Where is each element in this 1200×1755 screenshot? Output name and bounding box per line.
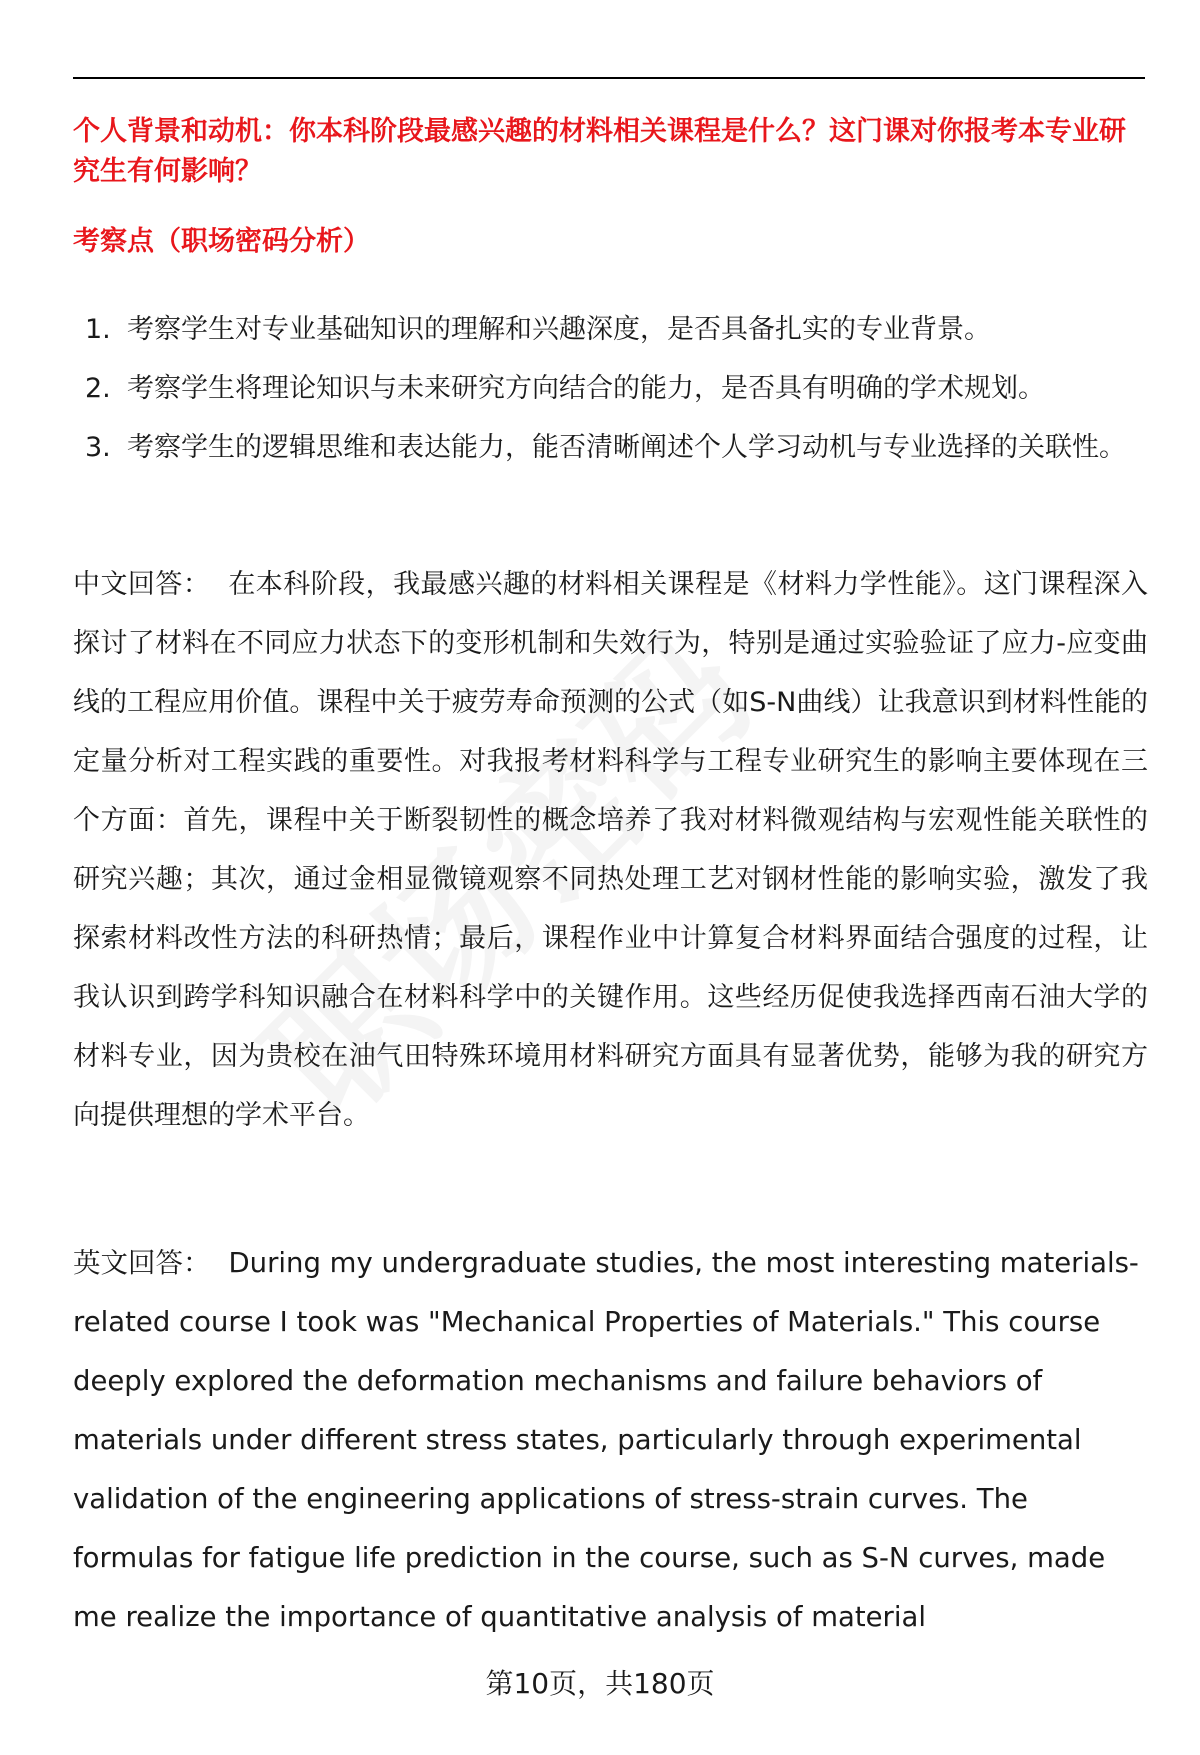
question-heading: 个人背景和动机：你本科阶段最感兴趣的材料相关课程是什么？这门课对你报考本专业研究生有何影响？ <box>73 116 1126 187</box>
chinese-answer <box>73 555 1148 1145</box>
english-answer-text: During my undergraduate studies, the most interesting materials-related course I took was "Mechanical Properties of Materials." This course deeply explored the deformation mechanisms and failure behaviors of materials under different stress states, particularly through experimental validation of the engineering applications of stress-strain curves. The formulas for fatigue life prediction in the course, such as S-N curves, made me realize the importance of quantitative analysis of material <box>73 1247 1139 1633</box>
english-answer-label: 英文回答： <box>73 1247 211 1279</box>
page-number: 第10页，共180页 <box>485 1667 715 1700</box>
list-number: 3. <box>85 432 111 463</box>
list-item <box>73 300 1148 359</box>
english-answer <box>73 1234 1148 1647</box>
list-text: 考察学生对专业基础知识的理解和兴趣深度，是否具备扎实的专业背景。 <box>127 314 991 345</box>
analysis-list <box>73 300 1148 477</box>
chinese-answer-text: 在本科阶段，我最感兴趣的材料相关课程是《材料力学性能》。这门课程深入探讨了材料在不同应力状态下的变形机制和失效行为，特别是通过实验验证了应力-应变曲线的工程应用价值。课程中关于疲劳寿命预测的公式（如S-N曲线）让我意识到材料性能的定量分析对工程实践的重要性。对我报考材料科学与工程专业研究生的影响主要体现在三个方面：首先，课程中关于断裂韧性的概念培养了我对材料微观结构与宏观性能关联性的研究兴趣；其次，通过金相显微镜观察不同热处理工艺对钢材性能的影响实验，激发了我探索材料改性方法的科研热情；最后，课程作业中计算复合材料界面结合强度的过程，让我认识到跨学科知识融合在材料科学中的关键作用。这些经历促使我选择西南石油大学的材料专业，因为贵校在油气田特殊环境用材料研究方面具有显著优势，能够为我的研究方向提供理想的学术平台。 <box>73 569 1149 1131</box>
list-item <box>73 418 1148 477</box>
list-text: 考察学生将理论知识与未来研究方向结合的能力，是否具有明确的学术规划。 <box>127 373 1045 404</box>
list-item <box>73 359 1148 418</box>
chinese-answer-label: 中文回答： <box>73 569 211 600</box>
analysis-heading: 考察点（职场密码分析） <box>73 226 370 257</box>
list-number: 1. <box>85 314 111 345</box>
list-number: 2. <box>85 373 111 404</box>
list-text: 考察学生的逻辑思维和表达能力，能否清晰阐述个人学习动机与专业选择的关联性。 <box>127 432 1126 463</box>
header-rule <box>73 77 1145 79</box>
